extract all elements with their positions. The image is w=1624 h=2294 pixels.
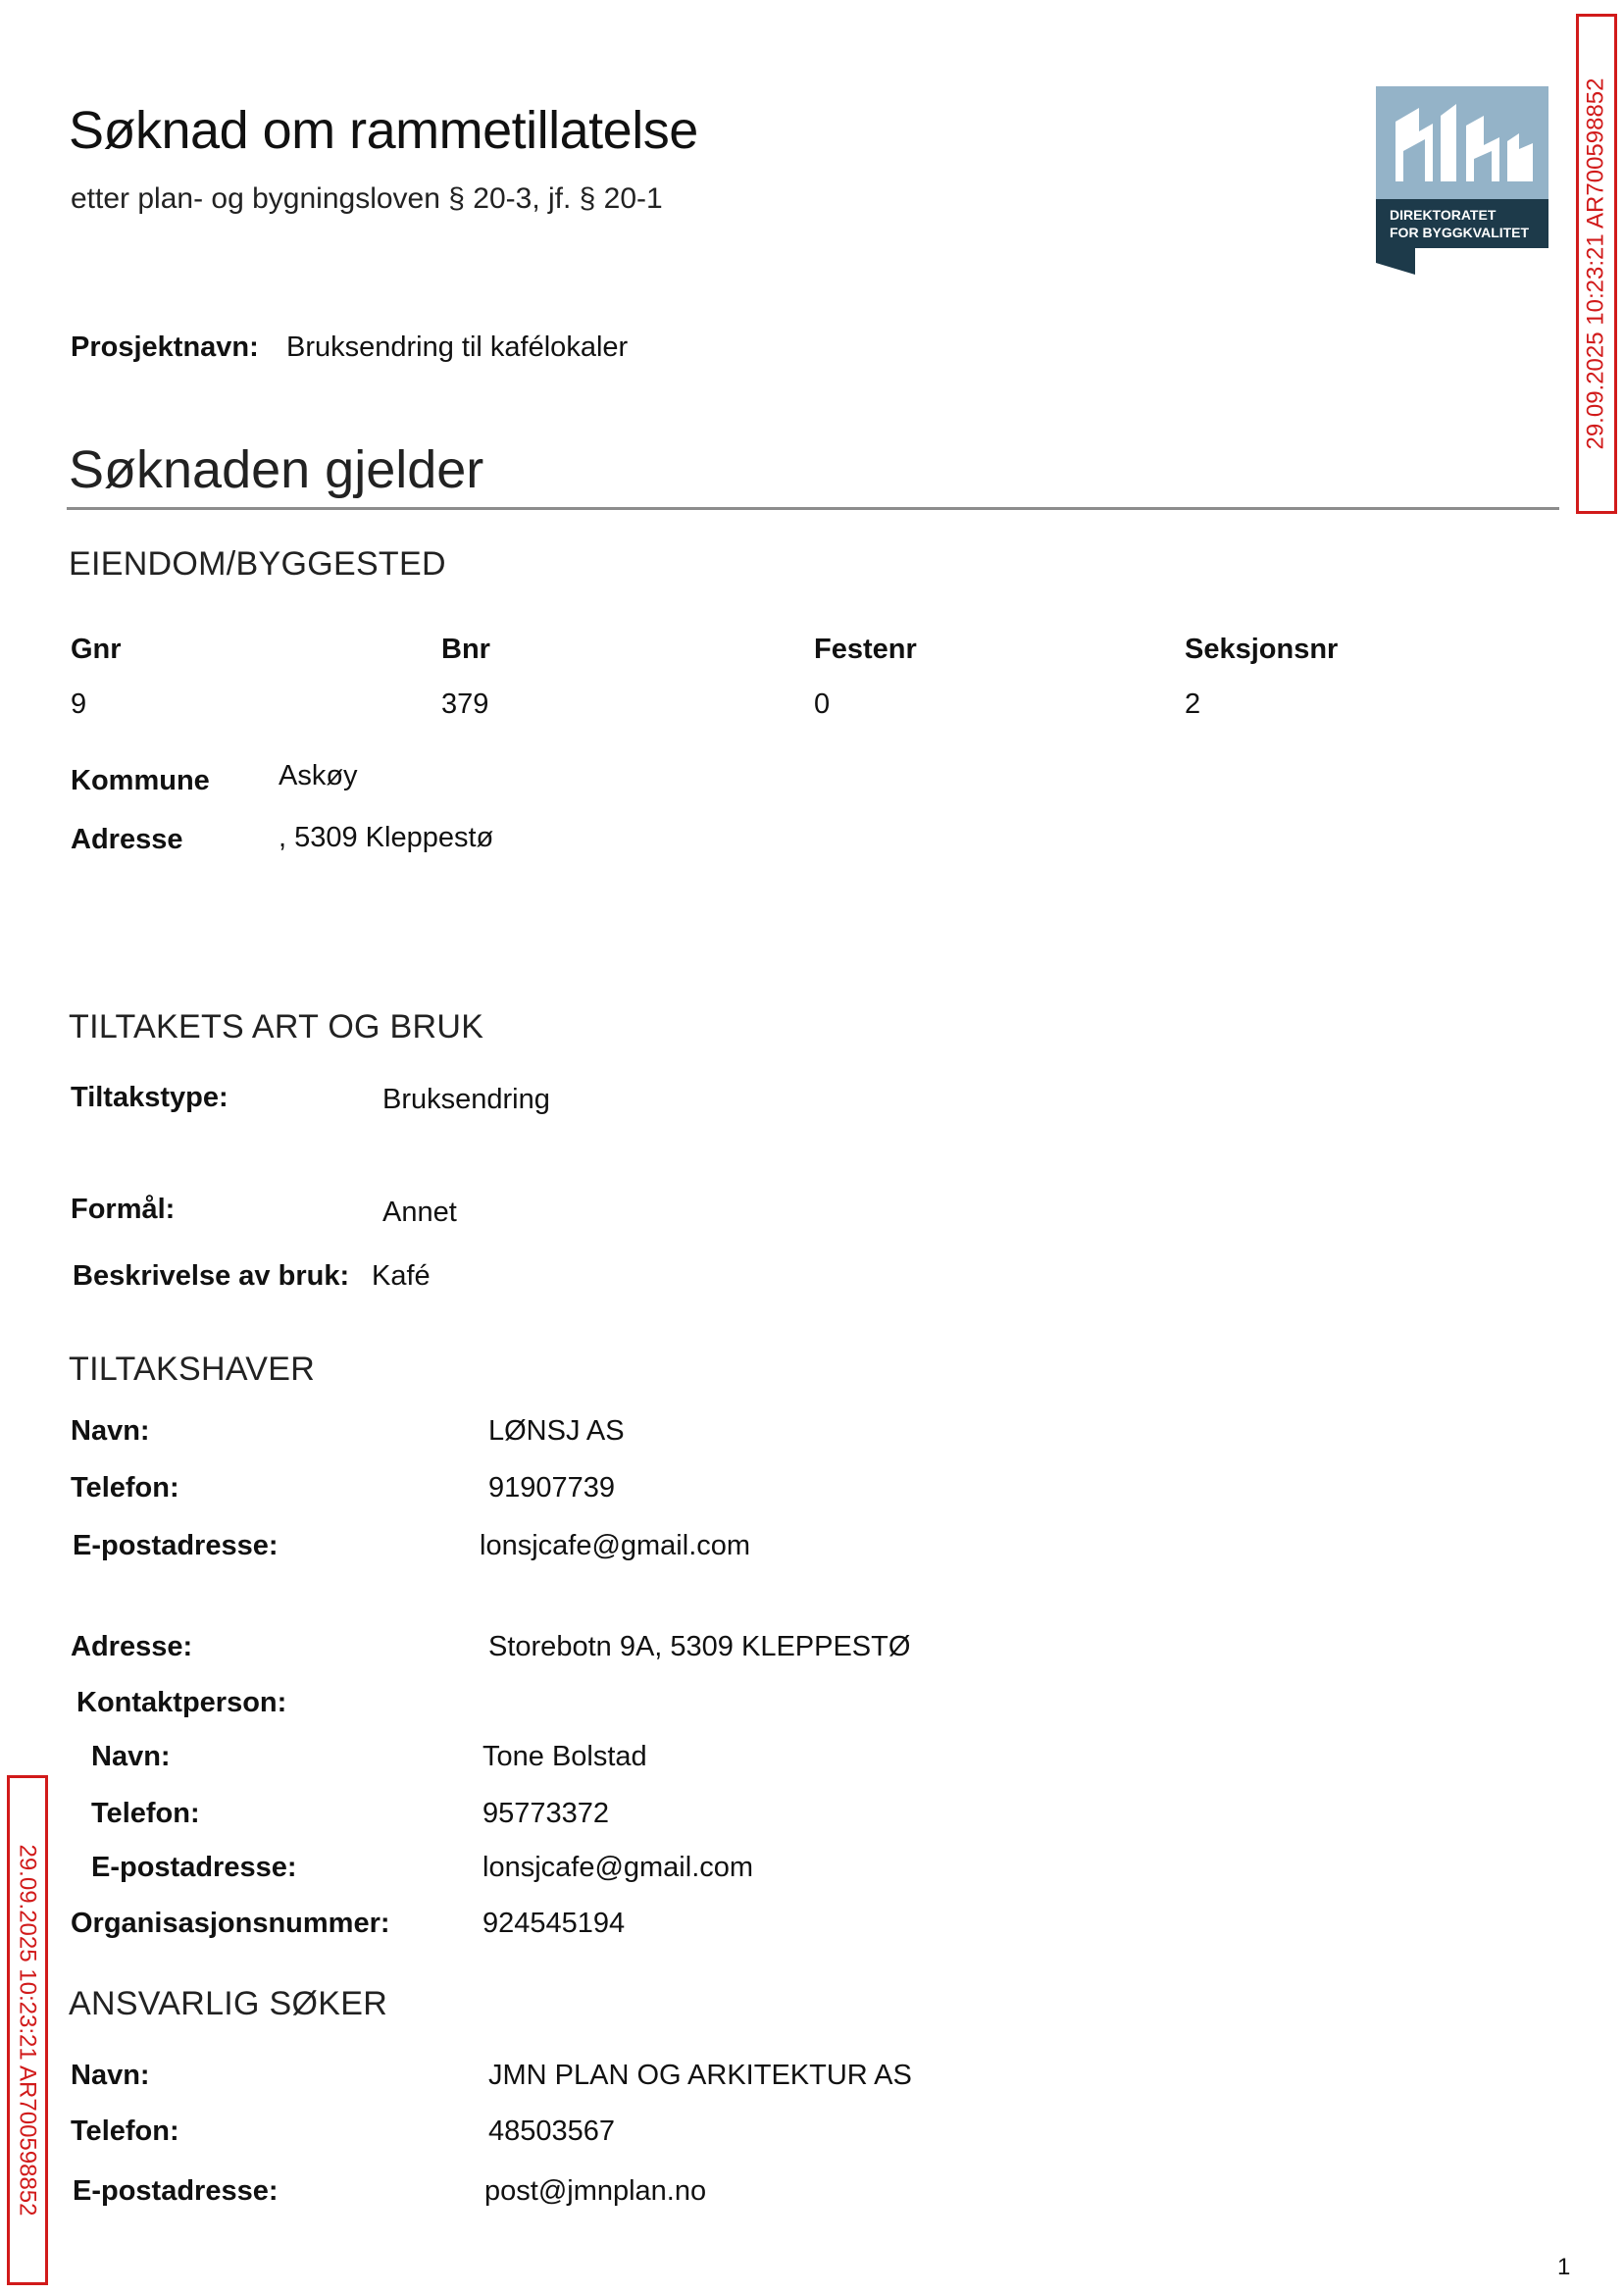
tiltakshaver-navn-value: LØNSJ AS <box>488 1415 625 1447</box>
gnr-label: Gnr <box>71 634 122 665</box>
seksjonsnr-value: 2 <box>1185 688 1201 720</box>
logo-line-1: DIREKTORATET <box>1390 207 1497 223</box>
document-title: Søknad om rammetillatelse <box>69 101 698 160</box>
ansvarlig-epost-label: E-postadresse: <box>73 2175 279 2207</box>
adresse-value: , 5309 Kleppestø <box>279 822 494 853</box>
beskrivelse-value: Kafé <box>372 1260 431 1292</box>
ansvarlig-epost-value: post@jmnplan.no <box>484 2175 707 2207</box>
adresse-label: Adresse <box>71 824 183 855</box>
project-name-value: Bruksendring til kafélokaler <box>286 331 629 363</box>
ansvarlig-telefon-label: Telefon: <box>71 2116 179 2147</box>
orgnr-label: Organisasjonsnummer: <box>71 1908 390 1939</box>
kontakt-epost-label: E-postadresse: <box>91 1852 297 1883</box>
section-title: Søknaden gjelder <box>69 440 484 499</box>
receipt-stamp-top <box>1576 14 1617 514</box>
ansvarlig-navn-value: JMN PLAN OG ARKITEKTUR AS <box>488 2060 912 2091</box>
dibk-logo <box>1376 86 1548 275</box>
ansvarlig-heading: ANSVARLIG SØKER <box>69 1985 388 2022</box>
formal-label: Formål: <box>71 1194 176 1225</box>
section-divider <box>67 507 1559 510</box>
seksjonsnr-label: Seksjonsnr <box>1185 634 1339 665</box>
logo-line-2: FOR BYGGKVALITET <box>1390 225 1530 240</box>
tiltakshaver-adresse-value: Storebotn 9A, 5309 KLEPPESTØ <box>488 1631 911 1662</box>
eiendom-heading: EIENDOM/BYGGESTED <box>69 545 446 583</box>
kontaktperson-label: Kontaktperson: <box>76 1687 287 1718</box>
tiltakstype-value: Bruksendring <box>382 1084 550 1115</box>
project-name-label: Prosjektnavn: <box>71 331 259 363</box>
tiltakshaver-adresse-label: Adresse: <box>71 1631 193 1662</box>
tiltakstype-label: Tiltakstype: <box>71 1082 228 1113</box>
kontakt-navn-value: Tone Bolstad <box>482 1741 647 1772</box>
tiltakshaver-epost-value: lonsjcafe@gmail.com <box>480 1530 751 1561</box>
ansvarlig-navn-label: Navn: <box>71 2060 150 2091</box>
kontakt-telefon-value: 95773372 <box>482 1798 610 1829</box>
dibk-logo-graphic <box>1376 86 1548 275</box>
document-subtitle: etter plan- og bygningsloven § 20-3, jf. § 20-1 <box>71 182 663 215</box>
kontakt-telefon-label: Telefon: <box>91 1798 200 1829</box>
orgnr-value: 924545194 <box>482 1908 626 1939</box>
festenr-label: Festenr <box>814 634 917 665</box>
tiltakshaver-epost-label: E-postadresse: <box>73 1530 279 1561</box>
bnr-label: Bnr <box>441 634 490 665</box>
tiltakshaver-navn-label: Navn: <box>71 1415 150 1447</box>
festenr-value: 0 <box>814 688 831 720</box>
beskrivelse-label: Beskrivelse av bruk: <box>73 1260 350 1292</box>
tiltak-heading: TILTAKETS ART OG BRUK <box>69 1008 484 1045</box>
ansvarlig-telefon-value: 48503567 <box>488 2116 616 2147</box>
tiltakshaver-telefon-label: Telefon: <box>71 1472 179 1504</box>
formal-value: Annet <box>382 1197 457 1228</box>
kontakt-navn-label: Navn: <box>91 1741 171 1772</box>
receipt-stamp-bottom <box>7 1775 48 2285</box>
tiltakshaver-telefon-value: 91907739 <box>488 1472 616 1504</box>
tiltakshaver-heading: TILTAKSHAVER <box>69 1351 316 1388</box>
gnr-value: 9 <box>71 688 87 720</box>
kommune-label: Kommune <box>71 765 210 796</box>
kommune-value: Askøy <box>279 760 358 791</box>
page-number: 1 <box>1557 2254 1571 2280</box>
bnr-value: 379 <box>441 688 489 720</box>
receipt-stamp-top-text: 29.09.2025 10:23:21 AR700598852 <box>1583 77 1609 450</box>
kontakt-epost-value: lonsjcafe@gmail.com <box>482 1852 754 1883</box>
receipt-stamp-bottom-text: 29.09.2025 10:23:21 AR700598852 <box>15 1844 41 2217</box>
